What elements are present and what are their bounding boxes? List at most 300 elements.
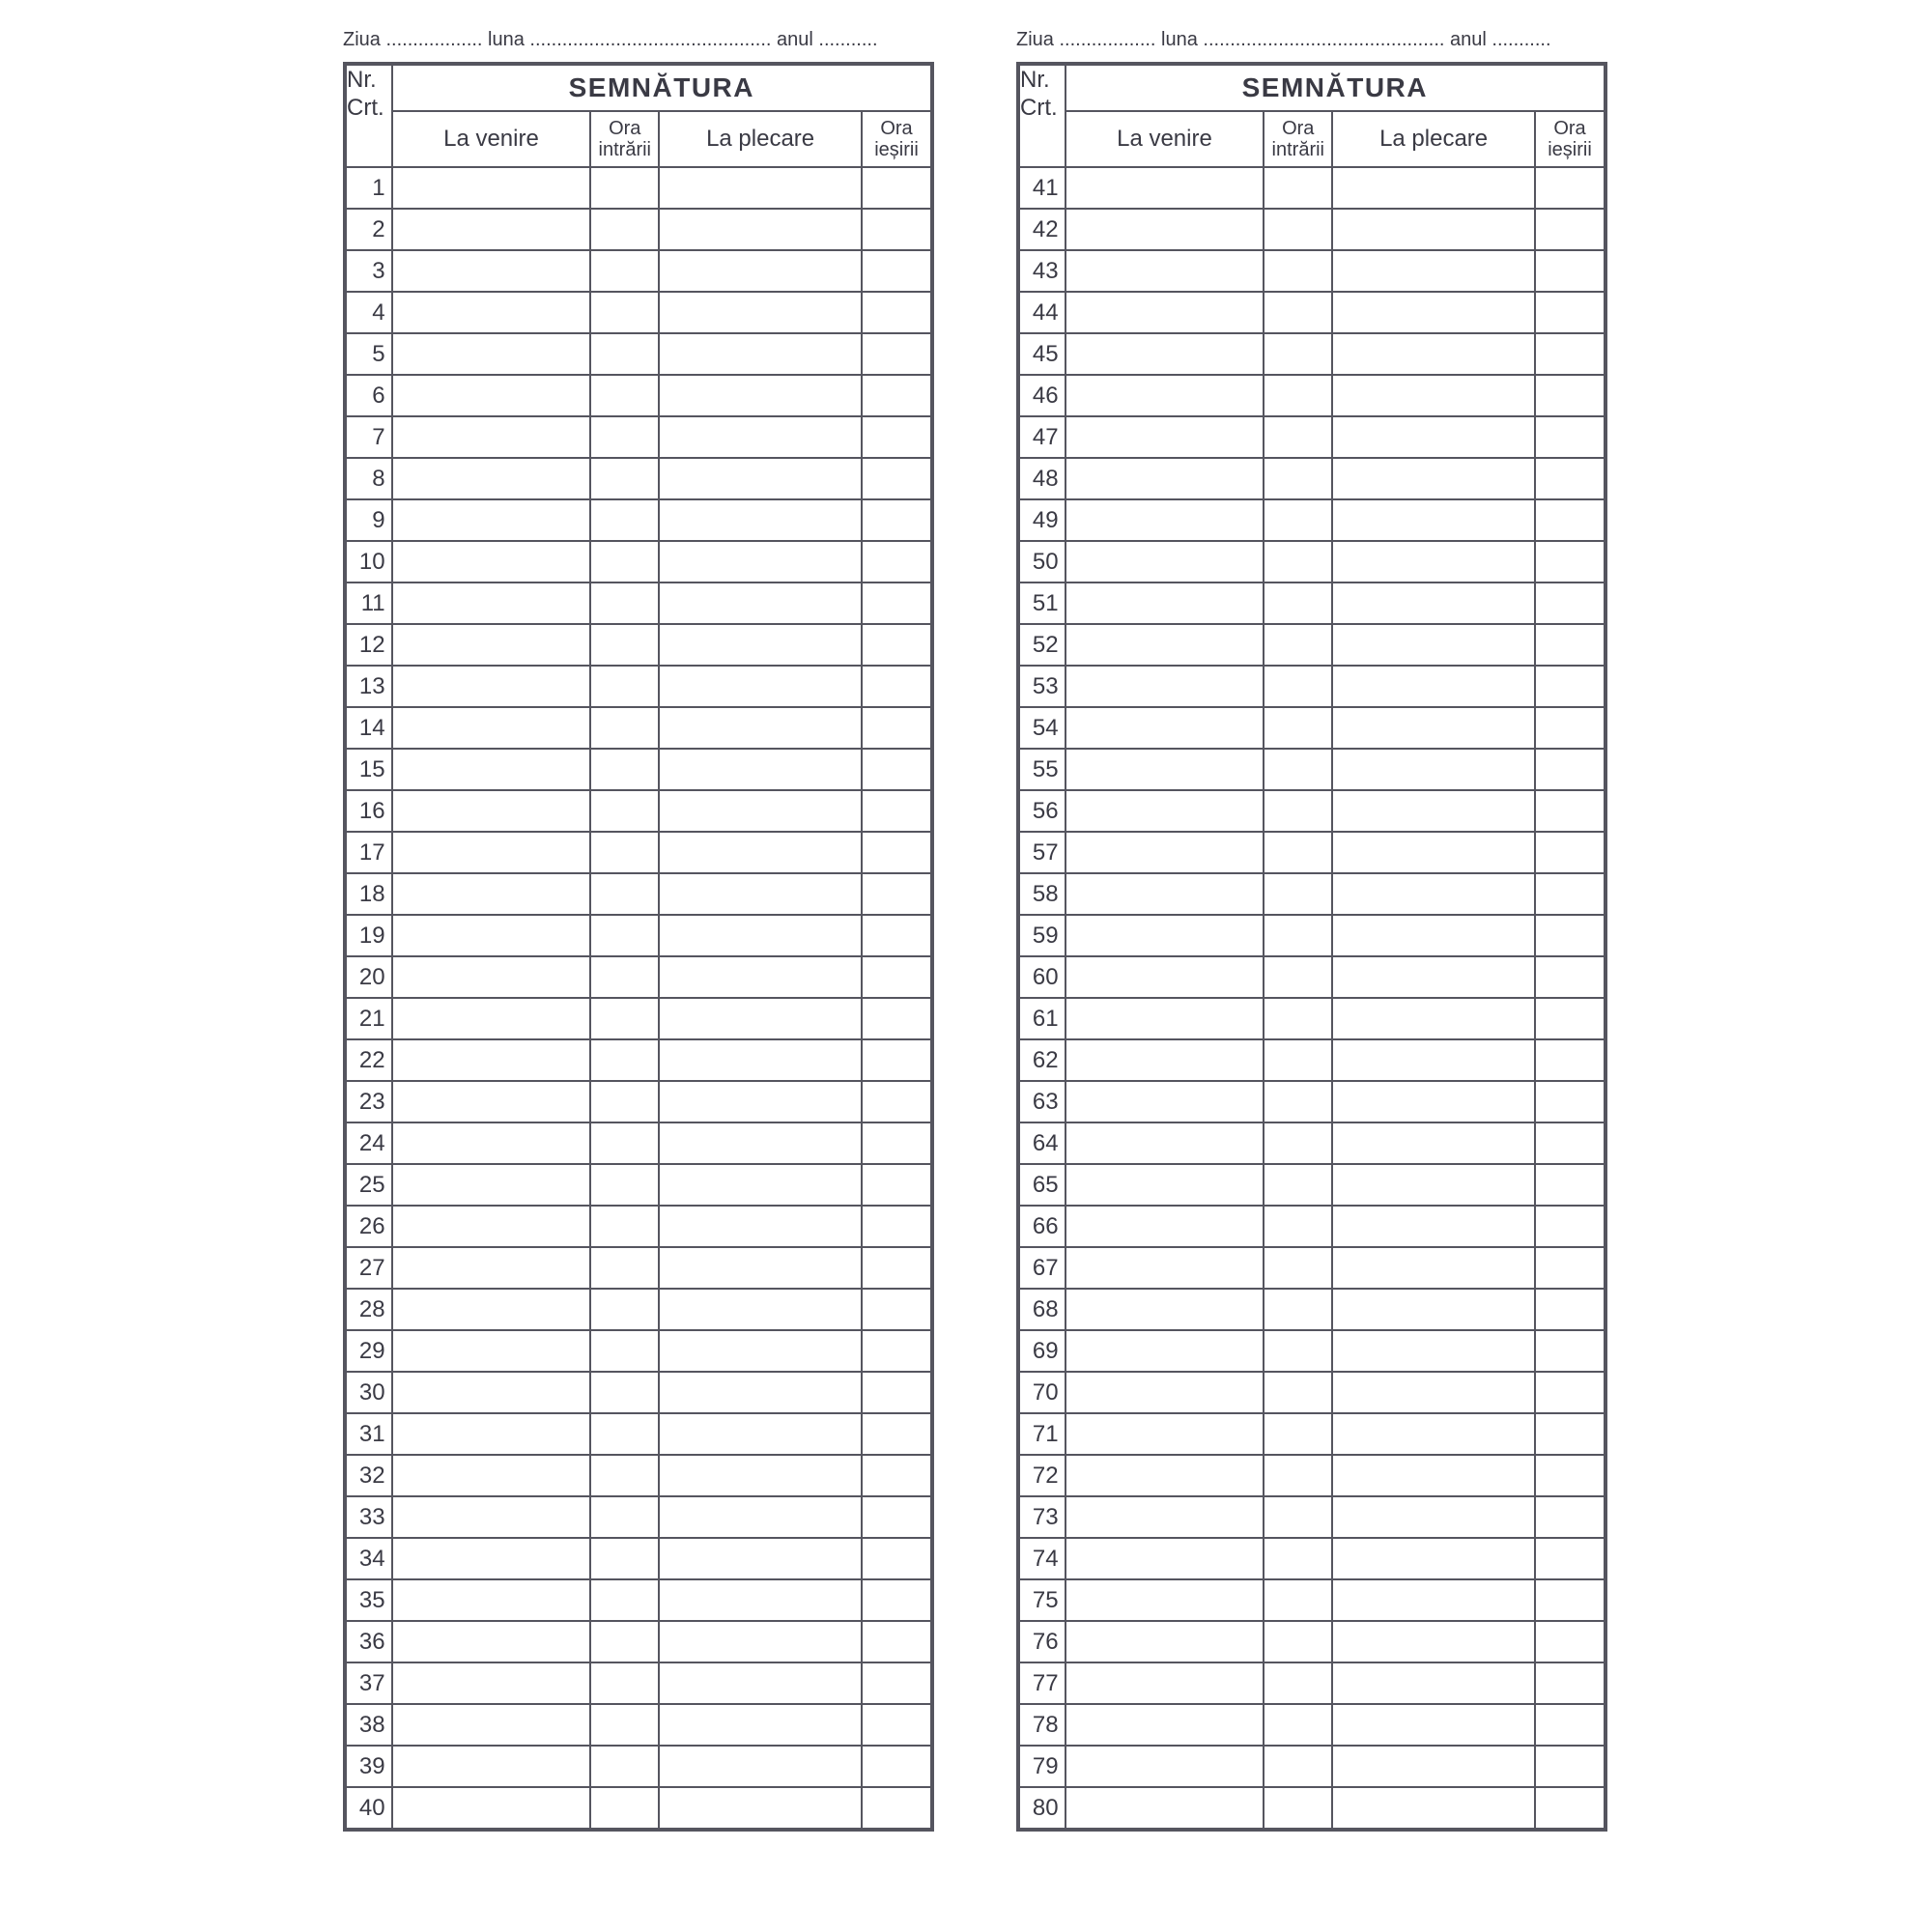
departure-signature-cell[interactable] — [659, 499, 862, 541]
departure-signature-cell[interactable] — [1332, 1496, 1535, 1538]
entry-time-cell[interactable] — [590, 1662, 659, 1704]
exit-time-cell[interactable] — [862, 416, 932, 458]
arrival-signature-cell[interactable] — [392, 1455, 591, 1496]
arrival-signature-cell[interactable] — [1065, 666, 1264, 707]
departure-signature-cell[interactable] — [659, 915, 862, 956]
arrival-signature-cell[interactable] — [1065, 749, 1264, 790]
departure-signature-cell[interactable] — [659, 707, 862, 749]
entry-time-cell[interactable] — [590, 1164, 659, 1206]
departure-signature-cell[interactable] — [1332, 1164, 1535, 1206]
arrival-signature-cell[interactable] — [1065, 209, 1264, 250]
entry-time-cell[interactable] — [1264, 1704, 1332, 1746]
entry-time-cell[interactable] — [1264, 1247, 1332, 1289]
departure-signature-cell[interactable] — [659, 624, 862, 666]
arrival-signature-cell[interactable] — [392, 167, 591, 209]
departure-signature-cell[interactable] — [659, 1704, 862, 1746]
exit-time-cell[interactable] — [862, 998, 932, 1039]
arrival-signature-cell[interactable] — [1065, 624, 1264, 666]
arrival-signature-cell[interactable] — [392, 1413, 591, 1455]
exit-time-cell[interactable] — [1535, 1122, 1605, 1164]
exit-time-cell[interactable] — [1535, 209, 1605, 250]
arrival-signature-cell[interactable] — [1065, 998, 1264, 1039]
entry-time-cell[interactable] — [1264, 1496, 1332, 1538]
exit-time-cell[interactable] — [1535, 998, 1605, 1039]
arrival-signature-cell[interactable] — [392, 582, 591, 624]
entry-time-cell[interactable] — [1264, 998, 1332, 1039]
exit-time-cell[interactable] — [862, 1081, 932, 1122]
entry-time-cell[interactable] — [1264, 458, 1332, 499]
exit-time-cell[interactable] — [862, 209, 932, 250]
exit-time-cell[interactable] — [862, 167, 932, 209]
entry-time-cell[interactable] — [590, 333, 659, 375]
entry-time-cell[interactable] — [1264, 333, 1332, 375]
arrival-signature-cell[interactable] — [1065, 1122, 1264, 1164]
departure-signature-cell[interactable] — [659, 873, 862, 915]
exit-time-cell[interactable] — [862, 1538, 932, 1579]
exit-time-cell[interactable] — [862, 832, 932, 873]
arrival-signature-cell[interactable] — [392, 333, 591, 375]
departure-signature-cell[interactable] — [659, 749, 862, 790]
departure-signature-cell[interactable] — [659, 167, 862, 209]
exit-time-cell[interactable] — [862, 582, 932, 624]
arrival-signature-cell[interactable] — [1065, 1081, 1264, 1122]
entry-time-cell[interactable] — [1264, 499, 1332, 541]
entry-time-cell[interactable] — [1264, 1039, 1332, 1081]
arrival-signature-cell[interactable] — [392, 873, 591, 915]
exit-time-cell[interactable] — [862, 749, 932, 790]
arrival-signature-cell[interactable] — [1065, 1206, 1264, 1247]
departure-signature-cell[interactable] — [659, 832, 862, 873]
departure-signature-cell[interactable] — [659, 1122, 862, 1164]
exit-time-cell[interactable] — [862, 790, 932, 832]
exit-time-cell[interactable] — [1535, 333, 1605, 375]
exit-time-cell[interactable] — [1535, 1039, 1605, 1081]
entry-time-cell[interactable] — [590, 956, 659, 998]
departure-signature-cell[interactable] — [659, 541, 862, 582]
arrival-signature-cell[interactable] — [392, 209, 591, 250]
arrival-signature-cell[interactable] — [1065, 1621, 1264, 1662]
departure-signature-cell[interactable] — [1332, 416, 1535, 458]
arrival-signature-cell[interactable] — [1065, 1496, 1264, 1538]
departure-signature-cell[interactable] — [1332, 499, 1535, 541]
entry-time-cell[interactable] — [1264, 1579, 1332, 1621]
arrival-signature-cell[interactable] — [392, 292, 591, 333]
arrival-signature-cell[interactable] — [392, 790, 591, 832]
exit-time-cell[interactable] — [1535, 666, 1605, 707]
entry-time-cell[interactable] — [590, 209, 659, 250]
arrival-signature-cell[interactable] — [1065, 416, 1264, 458]
departure-signature-cell[interactable] — [659, 416, 862, 458]
departure-signature-cell[interactable] — [1332, 956, 1535, 998]
departure-signature-cell[interactable] — [1332, 375, 1535, 416]
arrival-signature-cell[interactable] — [392, 707, 591, 749]
exit-time-cell[interactable] — [862, 1039, 932, 1081]
entry-time-cell[interactable] — [590, 1579, 659, 1621]
departure-signature-cell[interactable] — [659, 1413, 862, 1455]
entry-time-cell[interactable] — [1264, 1787, 1332, 1830]
arrival-signature-cell[interactable] — [1065, 1704, 1264, 1746]
entry-time-cell[interactable] — [590, 832, 659, 873]
entry-time-cell[interactable] — [590, 375, 659, 416]
entry-time-cell[interactable] — [1264, 541, 1332, 582]
arrival-signature-cell[interactable] — [392, 1206, 591, 1247]
departure-signature-cell[interactable] — [1332, 1122, 1535, 1164]
entry-time-cell[interactable] — [590, 458, 659, 499]
arrival-signature-cell[interactable] — [1065, 873, 1264, 915]
departure-signature-cell[interactable] — [659, 458, 862, 499]
entry-time-cell[interactable] — [1264, 582, 1332, 624]
entry-time-cell[interactable] — [590, 416, 659, 458]
entry-time-cell[interactable] — [1264, 666, 1332, 707]
entry-time-cell[interactable] — [1264, 1372, 1332, 1413]
arrival-signature-cell[interactable] — [1065, 167, 1264, 209]
departure-signature-cell[interactable] — [1332, 1081, 1535, 1122]
arrival-signature-cell[interactable] — [392, 749, 591, 790]
departure-signature-cell[interactable] — [659, 1662, 862, 1704]
departure-signature-cell[interactable] — [659, 209, 862, 250]
entry-time-cell[interactable] — [590, 541, 659, 582]
departure-signature-cell[interactable] — [1332, 749, 1535, 790]
arrival-signature-cell[interactable] — [1065, 1746, 1264, 1787]
exit-time-cell[interactable] — [862, 1413, 932, 1455]
entry-time-cell[interactable] — [1264, 167, 1332, 209]
departure-signature-cell[interactable] — [1332, 873, 1535, 915]
exit-time-cell[interactable] — [1535, 1746, 1605, 1787]
exit-time-cell[interactable] — [1535, 956, 1605, 998]
arrival-signature-cell[interactable] — [392, 915, 591, 956]
arrival-signature-cell[interactable] — [1065, 1164, 1264, 1206]
exit-time-cell[interactable] — [1535, 1496, 1605, 1538]
departure-signature-cell[interactable] — [1332, 1247, 1535, 1289]
arrival-signature-cell[interactable] — [392, 1164, 591, 1206]
entry-time-cell[interactable] — [590, 167, 659, 209]
entry-time-cell[interactable] — [1264, 416, 1332, 458]
entry-time-cell[interactable] — [590, 1039, 659, 1081]
departure-signature-cell[interactable] — [659, 1787, 862, 1830]
entry-time-cell[interactable] — [1264, 1538, 1332, 1579]
entry-time-cell[interactable] — [590, 624, 659, 666]
exit-time-cell[interactable] — [1535, 1164, 1605, 1206]
departure-signature-cell[interactable] — [659, 250, 862, 292]
entry-time-cell[interactable] — [590, 873, 659, 915]
entry-time-cell[interactable] — [590, 582, 659, 624]
exit-time-cell[interactable] — [862, 873, 932, 915]
entry-time-cell[interactable] — [590, 1496, 659, 1538]
entry-time-cell[interactable] — [590, 1289, 659, 1330]
exit-time-cell[interactable] — [862, 624, 932, 666]
exit-time-cell[interactable] — [1535, 1579, 1605, 1621]
arrival-signature-cell[interactable] — [1065, 458, 1264, 499]
entry-time-cell[interactable] — [1264, 873, 1332, 915]
departure-signature-cell[interactable] — [659, 790, 862, 832]
departure-signature-cell[interactable] — [1332, 624, 1535, 666]
entry-time-cell[interactable] — [1264, 250, 1332, 292]
entry-time-cell[interactable] — [1264, 1206, 1332, 1247]
entry-time-cell[interactable] — [1264, 915, 1332, 956]
exit-time-cell[interactable] — [1535, 167, 1605, 209]
departure-signature-cell[interactable] — [1332, 1206, 1535, 1247]
exit-time-cell[interactable] — [862, 1621, 932, 1662]
departure-signature-cell[interactable] — [1332, 1579, 1535, 1621]
exit-time-cell[interactable] — [1535, 707, 1605, 749]
entry-time-cell[interactable] — [590, 1081, 659, 1122]
exit-time-cell[interactable] — [862, 292, 932, 333]
departure-signature-cell[interactable] — [1332, 541, 1535, 582]
entry-time-cell[interactable] — [1264, 1455, 1332, 1496]
exit-time-cell[interactable] — [862, 375, 932, 416]
departure-signature-cell[interactable] — [659, 1621, 862, 1662]
exit-time-cell[interactable] — [1535, 1413, 1605, 1455]
departure-signature-cell[interactable] — [1332, 582, 1535, 624]
departure-signature-cell[interactable] — [659, 1330, 862, 1372]
arrival-signature-cell[interactable] — [392, 1538, 591, 1579]
entry-time-cell[interactable] — [1264, 1662, 1332, 1704]
arrival-signature-cell[interactable] — [1065, 790, 1264, 832]
entry-time-cell[interactable] — [590, 1621, 659, 1662]
arrival-signature-cell[interactable] — [1065, 1372, 1264, 1413]
entry-time-cell[interactable] — [1264, 956, 1332, 998]
exit-time-cell[interactable] — [862, 1746, 932, 1787]
departure-signature-cell[interactable] — [1332, 1704, 1535, 1746]
exit-time-cell[interactable] — [1535, 250, 1605, 292]
departure-signature-cell[interactable] — [1332, 1330, 1535, 1372]
exit-time-cell[interactable] — [1535, 873, 1605, 915]
departure-signature-cell[interactable] — [1332, 458, 1535, 499]
arrival-signature-cell[interactable] — [1065, 292, 1264, 333]
exit-time-cell[interactable] — [862, 1330, 932, 1372]
arrival-signature-cell[interactable] — [392, 499, 591, 541]
arrival-signature-cell[interactable] — [392, 666, 591, 707]
departure-signature-cell[interactable] — [659, 1039, 862, 1081]
arrival-signature-cell[interactable] — [1065, 375, 1264, 416]
arrival-signature-cell[interactable] — [392, 1496, 591, 1538]
exit-time-cell[interactable] — [862, 499, 932, 541]
entry-time-cell[interactable] — [1264, 1164, 1332, 1206]
departure-signature-cell[interactable] — [659, 1081, 862, 1122]
departure-signature-cell[interactable] — [659, 1247, 862, 1289]
entry-time-cell[interactable] — [1264, 1289, 1332, 1330]
exit-time-cell[interactable] — [862, 1289, 932, 1330]
arrival-signature-cell[interactable] — [392, 1704, 591, 1746]
exit-time-cell[interactable] — [862, 541, 932, 582]
exit-time-cell[interactable] — [1535, 1289, 1605, 1330]
departure-signature-cell[interactable] — [1332, 250, 1535, 292]
entry-time-cell[interactable] — [590, 707, 659, 749]
departure-signature-cell[interactable] — [1332, 1413, 1535, 1455]
arrival-signature-cell[interactable] — [1065, 1579, 1264, 1621]
arrival-signature-cell[interactable] — [392, 1372, 591, 1413]
entry-time-cell[interactable] — [1264, 624, 1332, 666]
arrival-signature-cell[interactable] — [392, 956, 591, 998]
arrival-signature-cell[interactable] — [392, 1330, 591, 1372]
entry-time-cell[interactable] — [590, 998, 659, 1039]
arrival-signature-cell[interactable] — [392, 624, 591, 666]
arrival-signature-cell[interactable] — [392, 832, 591, 873]
arrival-signature-cell[interactable] — [1065, 333, 1264, 375]
entry-time-cell[interactable] — [590, 1122, 659, 1164]
arrival-signature-cell[interactable] — [1065, 1538, 1264, 1579]
exit-time-cell[interactable] — [862, 458, 932, 499]
arrival-signature-cell[interactable] — [1065, 956, 1264, 998]
exit-time-cell[interactable] — [1535, 832, 1605, 873]
entry-time-cell[interactable] — [590, 1330, 659, 1372]
departure-signature-cell[interactable] — [1332, 1289, 1535, 1330]
entry-time-cell[interactable] — [590, 1247, 659, 1289]
exit-time-cell[interactable] — [1535, 1538, 1605, 1579]
departure-signature-cell[interactable] — [659, 1579, 862, 1621]
arrival-signature-cell[interactable] — [1065, 582, 1264, 624]
exit-time-cell[interactable] — [1535, 1372, 1605, 1413]
arrival-signature-cell[interactable] — [1065, 1289, 1264, 1330]
arrival-signature-cell[interactable] — [392, 998, 591, 1039]
entry-time-cell[interactable] — [1264, 292, 1332, 333]
departure-signature-cell[interactable] — [659, 292, 862, 333]
exit-time-cell[interactable] — [862, 1372, 932, 1413]
arrival-signature-cell[interactable] — [1065, 1330, 1264, 1372]
departure-signature-cell[interactable] — [659, 333, 862, 375]
departure-signature-cell[interactable] — [1332, 1538, 1535, 1579]
exit-time-cell[interactable] — [1535, 416, 1605, 458]
departure-signature-cell[interactable] — [659, 1206, 862, 1247]
arrival-signature-cell[interactable] — [392, 1579, 591, 1621]
departure-signature-cell[interactable] — [659, 1164, 862, 1206]
entry-time-cell[interactable] — [590, 1704, 659, 1746]
entry-time-cell[interactable] — [590, 915, 659, 956]
entry-time-cell[interactable] — [590, 749, 659, 790]
entry-time-cell[interactable] — [590, 250, 659, 292]
exit-time-cell[interactable] — [1535, 1330, 1605, 1372]
exit-time-cell[interactable] — [1535, 292, 1605, 333]
exit-time-cell[interactable] — [1535, 1455, 1605, 1496]
arrival-signature-cell[interactable] — [392, 1247, 591, 1289]
arrival-signature-cell[interactable] — [392, 250, 591, 292]
entry-time-cell[interactable] — [590, 292, 659, 333]
exit-time-cell[interactable] — [862, 1787, 932, 1830]
exit-time-cell[interactable] — [862, 1247, 932, 1289]
entry-time-cell[interactable] — [1264, 1621, 1332, 1662]
entry-time-cell[interactable] — [1264, 209, 1332, 250]
entry-time-cell[interactable] — [1264, 1330, 1332, 1372]
arrival-signature-cell[interactable] — [1065, 1455, 1264, 1496]
entry-time-cell[interactable] — [590, 499, 659, 541]
departure-signature-cell[interactable] — [1332, 790, 1535, 832]
arrival-signature-cell[interactable] — [392, 1081, 591, 1122]
departure-signature-cell[interactable] — [1332, 1787, 1535, 1830]
exit-time-cell[interactable] — [1535, 1787, 1605, 1830]
entry-time-cell[interactable] — [590, 1455, 659, 1496]
exit-time-cell[interactable] — [1535, 458, 1605, 499]
departure-signature-cell[interactable] — [659, 1746, 862, 1787]
arrival-signature-cell[interactable] — [392, 1746, 591, 1787]
departure-signature-cell[interactable] — [1332, 292, 1535, 333]
entry-time-cell[interactable] — [1264, 375, 1332, 416]
departure-signature-cell[interactable] — [659, 998, 862, 1039]
departure-signature-cell[interactable] — [659, 1289, 862, 1330]
departure-signature-cell[interactable] — [1332, 167, 1535, 209]
exit-time-cell[interactable] — [1535, 624, 1605, 666]
arrival-signature-cell[interactable] — [392, 1122, 591, 1164]
exit-time-cell[interactable] — [862, 1496, 932, 1538]
arrival-signature-cell[interactable] — [392, 541, 591, 582]
arrival-signature-cell[interactable] — [392, 1787, 591, 1830]
exit-time-cell[interactable] — [1535, 1206, 1605, 1247]
exit-time-cell[interactable] — [862, 1579, 932, 1621]
departure-signature-cell[interactable] — [1332, 1372, 1535, 1413]
exit-time-cell[interactable] — [862, 956, 932, 998]
entry-time-cell[interactable] — [1264, 832, 1332, 873]
departure-signature-cell[interactable] — [659, 582, 862, 624]
exit-time-cell[interactable] — [1535, 915, 1605, 956]
departure-signature-cell[interactable] — [1332, 1662, 1535, 1704]
entry-time-cell[interactable] — [1264, 790, 1332, 832]
arrival-signature-cell[interactable] — [1065, 1247, 1264, 1289]
entry-time-cell[interactable] — [1264, 1122, 1332, 1164]
departure-signature-cell[interactable] — [659, 666, 862, 707]
departure-signature-cell[interactable] — [1332, 1039, 1535, 1081]
exit-time-cell[interactable] — [862, 1164, 932, 1206]
exit-time-cell[interactable] — [862, 915, 932, 956]
entry-time-cell[interactable] — [590, 790, 659, 832]
exit-time-cell[interactable] — [1535, 749, 1605, 790]
exit-time-cell[interactable] — [862, 707, 932, 749]
exit-time-cell[interactable] — [862, 333, 932, 375]
departure-signature-cell[interactable] — [659, 1372, 862, 1413]
arrival-signature-cell[interactable] — [392, 1039, 591, 1081]
departure-signature-cell[interactable] — [1332, 1621, 1535, 1662]
arrival-signature-cell[interactable] — [392, 375, 591, 416]
exit-time-cell[interactable] — [862, 1122, 932, 1164]
exit-time-cell[interactable] — [862, 250, 932, 292]
departure-signature-cell[interactable] — [1332, 666, 1535, 707]
departure-signature-cell[interactable] — [1332, 1455, 1535, 1496]
exit-time-cell[interactable] — [1535, 1704, 1605, 1746]
entry-time-cell[interactable] — [590, 1413, 659, 1455]
departure-signature-cell[interactable] — [1332, 1746, 1535, 1787]
departure-signature-cell[interactable] — [1332, 832, 1535, 873]
exit-time-cell[interactable] — [862, 1662, 932, 1704]
arrival-signature-cell[interactable] — [392, 1289, 591, 1330]
arrival-signature-cell[interactable] — [392, 1621, 591, 1662]
departure-signature-cell[interactable] — [1332, 707, 1535, 749]
entry-time-cell[interactable] — [590, 1538, 659, 1579]
departure-signature-cell[interactable] — [1332, 333, 1535, 375]
arrival-signature-cell[interactable] — [1065, 1662, 1264, 1704]
entry-time-cell[interactable] — [590, 1206, 659, 1247]
arrival-signature-cell[interactable] — [1065, 832, 1264, 873]
arrival-signature-cell[interactable] — [392, 416, 591, 458]
arrival-signature-cell[interactable] — [1065, 1413, 1264, 1455]
departure-signature-cell[interactable] — [1332, 998, 1535, 1039]
departure-signature-cell[interactable] — [1332, 209, 1535, 250]
departure-signature-cell[interactable] — [659, 1538, 862, 1579]
arrival-signature-cell[interactable] — [1065, 915, 1264, 956]
exit-time-cell[interactable] — [862, 1206, 932, 1247]
departure-signature-cell[interactable] — [659, 1455, 862, 1496]
arrival-signature-cell[interactable] — [1065, 707, 1264, 749]
exit-time-cell[interactable] — [1535, 582, 1605, 624]
departure-signature-cell[interactable] — [659, 375, 862, 416]
exit-time-cell[interactable] — [1535, 790, 1605, 832]
exit-time-cell[interactable] — [862, 1455, 932, 1496]
entry-time-cell[interactable] — [590, 1787, 659, 1830]
entry-time-cell[interactable] — [1264, 749, 1332, 790]
entry-time-cell[interactable] — [1264, 1081, 1332, 1122]
departure-signature-cell[interactable] — [1332, 915, 1535, 956]
entry-time-cell[interactable] — [590, 666, 659, 707]
arrival-signature-cell[interactable] — [392, 1662, 591, 1704]
exit-time-cell[interactable] — [1535, 1621, 1605, 1662]
arrival-signature-cell[interactable] — [1065, 1787, 1264, 1830]
